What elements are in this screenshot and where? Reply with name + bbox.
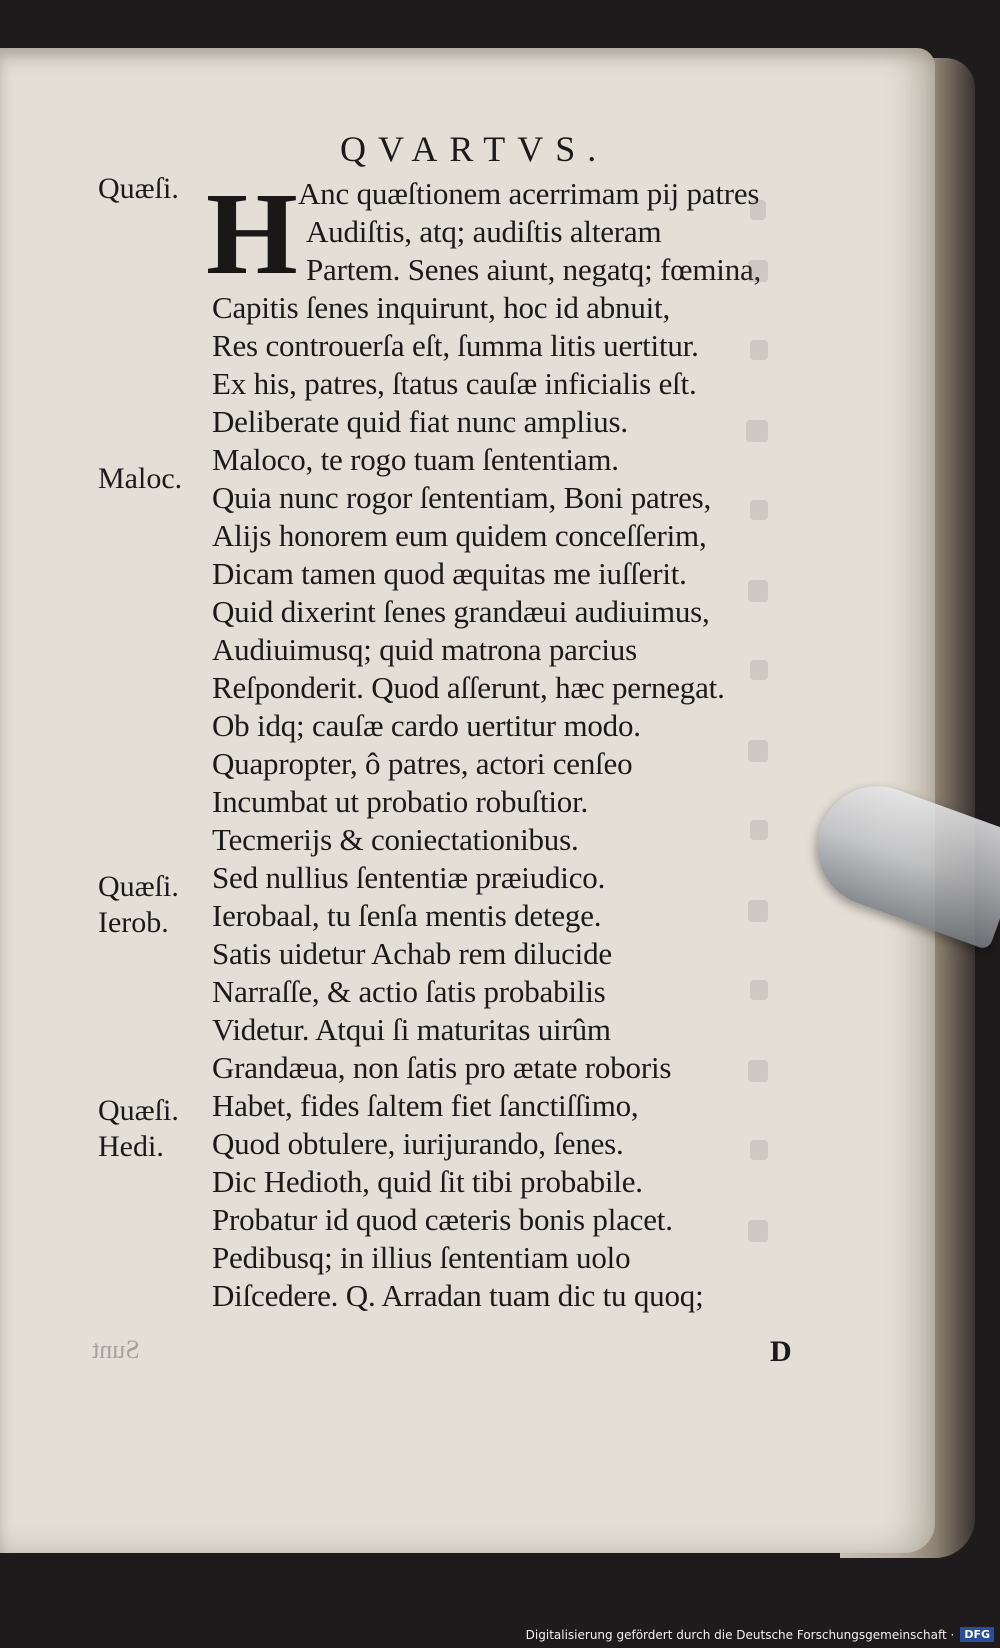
dfg-logo: DFG	[960, 1627, 994, 1642]
verse-line: Probatur id quod cæteris bonis placet.	[212, 1202, 673, 1237]
verse-line: Res controuerſa eſt, ſumma litis uertitur.	[212, 328, 699, 363]
speaker-label: Quæſi.	[98, 1094, 179, 1127]
verse-line: Grandæua, non ſatis pro ætate roboris	[212, 1050, 672, 1085]
verse-line: Satis uidetur Achab rem dilucide	[212, 936, 612, 971]
verse-line: Ex his, patres, ſtatus cauſæ inficialis eſt.	[212, 366, 697, 401]
verse-line: Quid dixerint ſenes grandæui audiuimus,	[212, 594, 710, 629]
drop-capital: H	[206, 168, 298, 299]
verse-line: Deliberate quid fiat nunc amplius.	[212, 404, 628, 439]
verse-line: Ierobaal, tu ſenſa mentis detege.	[212, 898, 602, 933]
digitization-footer	[526, 1627, 994, 1642]
mirror-bleed-note: Sunt	[92, 1335, 140, 1364]
bleed-through-shadow	[740, 200, 820, 1300]
verse-line: Quia nunc rogor ſententiam, Boni patres,	[212, 480, 712, 515]
footer-text: Digitalisierung gefördert durch die Deutsche Forschungsgemeinschaft ·	[525, 1627, 955, 1642]
verse-line: Videtur. Atqui ſi maturitas uirûm	[212, 1012, 611, 1047]
verse-line: Quod obtulere, iurijurando, ſenes.	[212, 1126, 624, 1161]
speaker-label: Quæſi.	[98, 172, 179, 205]
verse-line: Tecmerijs & coniectationibus.	[212, 822, 579, 857]
verse-line: Audiſtis, atq; audiſtis alteram	[306, 214, 662, 249]
verse-line: Maloco, te rogo tuam ſententiam.	[212, 442, 619, 477]
verse-line: Dic Hedioth, quid ſit tibi probabile.	[212, 1164, 643, 1199]
verse-line: Narraſſe, & actio ſatis probabilis	[212, 974, 606, 1009]
verse-line: Diſcedere. Q. Arradan tuam dic tu quoq;	[212, 1278, 704, 1313]
speaker-label: Maloc.	[98, 462, 183, 495]
verse-line: Reſponderit. Quod aſſerunt, hæc pernegat.	[212, 670, 725, 705]
verse-line: Audiuimusq; quid matrona parcius	[212, 632, 637, 667]
verse-line: Ob idq; cauſæ cardo uertitur modo.	[212, 708, 641, 743]
verse-line: Pedibusq; in illius ſententiam uolo	[212, 1240, 631, 1275]
verse-line: Anc quæſtionem acerrimam pij patres	[298, 176, 760, 211]
verse-line: Alijs honorem eum quidem conceſſerim,	[212, 518, 707, 553]
speaker-label: Quæſi.	[98, 870, 179, 903]
speaker-label: Ierob.	[98, 906, 169, 939]
verse-line: Quapropter, ô patres, actori cenſeo	[212, 746, 633, 781]
speaker-label: Hedi.	[98, 1130, 164, 1163]
verse-line: Habet, fides ſaltem fiet ſanctiſſimo,	[212, 1088, 639, 1123]
verse-line: Incumbat ut probatio robuſtior.	[212, 784, 589, 819]
signature-mark: D	[770, 1335, 792, 1368]
verse-line: Dicam tamen quod æquitas me iuſſerit.	[212, 556, 687, 591]
verse-line: Capitis ſenes inquirunt, hoc id abnuit,	[212, 290, 671, 325]
running-head: QVARTVS.	[340, 129, 609, 169]
verse-line: Sed nullius ſententiæ præiudico.	[212, 860, 606, 895]
verse-line: Partem. Senes aiunt, negatq; fœmina,	[306, 252, 762, 287]
